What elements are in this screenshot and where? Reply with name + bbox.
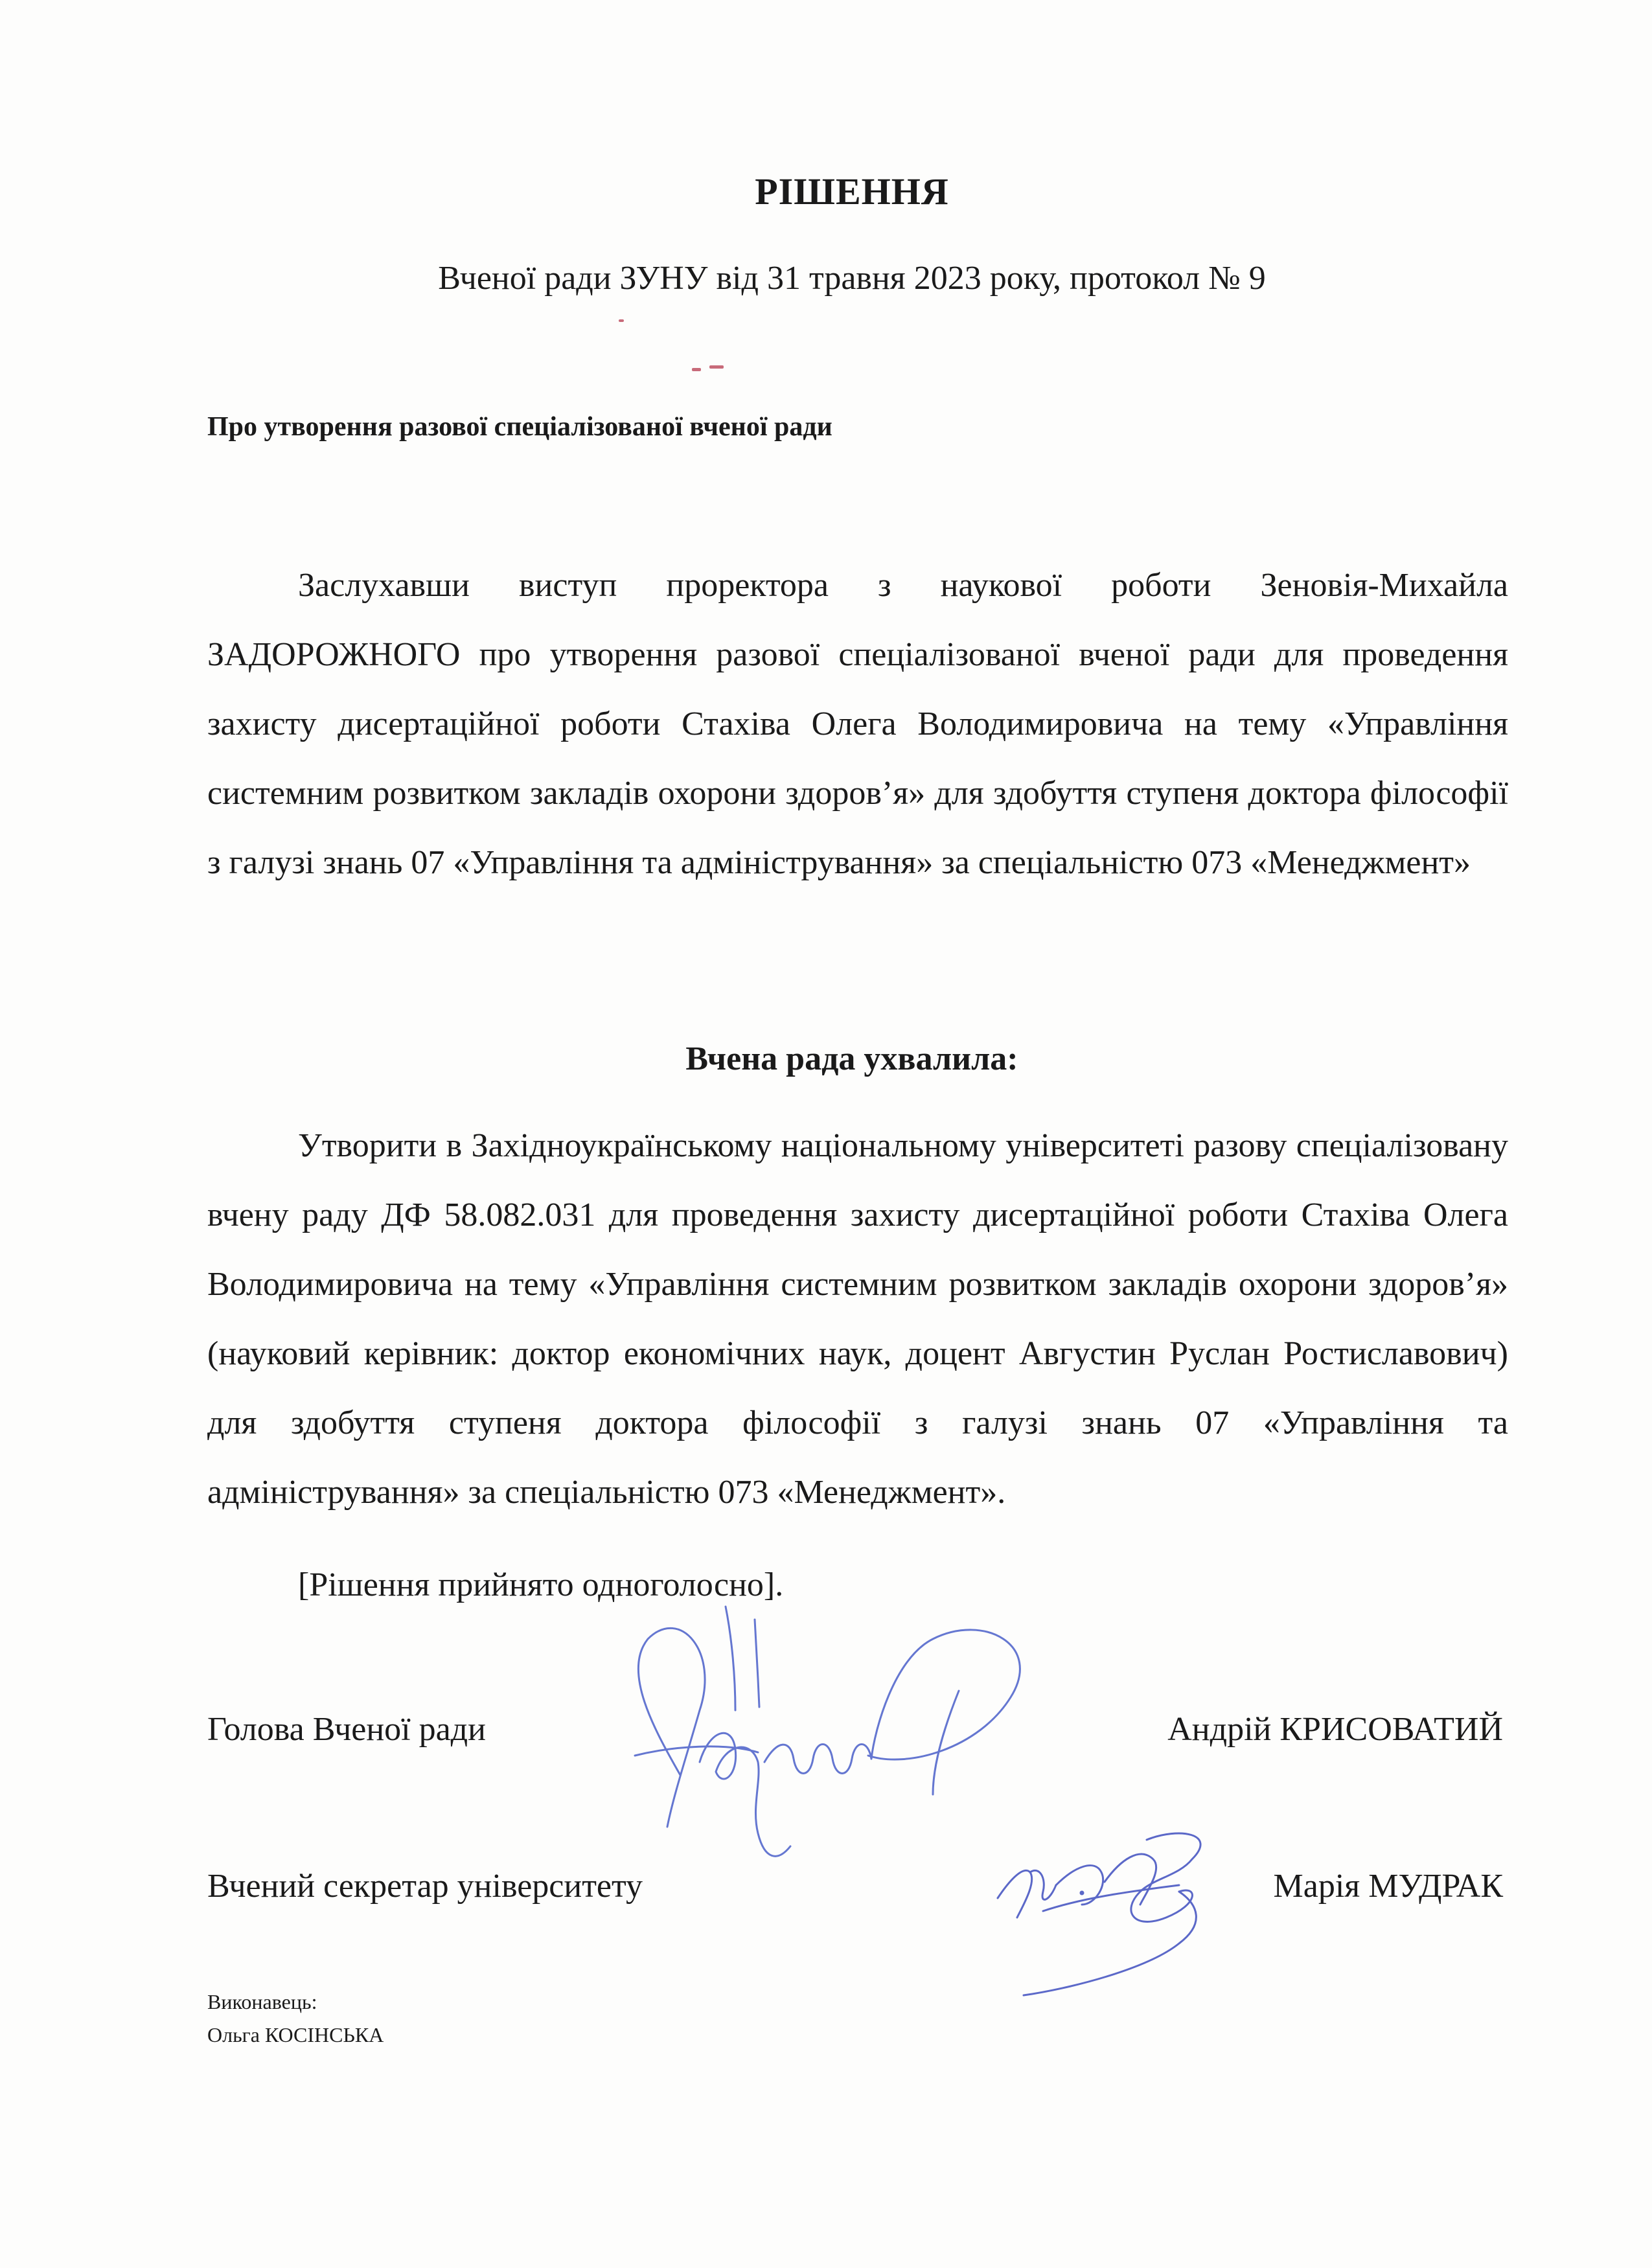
resolved-heading: Вчена рада ухвалила: <box>685 1040 1018 1077</box>
secretary-name: Марія МУДРАК <box>1273 1868 1503 1905</box>
scan-speck <box>619 319 624 322</box>
preamble-paragraph: Заслухавши виступ проректора з наукової роботи Зеновія-Михайла ЗАДОРОЖНОГО про утворення разової спеціалізованої вченої ради для проведення захисту дисертаційної роботи Стахіва Олега Володимировича на тему «Управління системним розвитком закладів охорони здоров’я» для здобуття ступеня доктора філософії з галузі знань 07 «Управління та адміністрування» за спеціальністю 073 «Менеджмент» <box>207 567 1508 881</box>
secretary-signature <box>985 1820 1257 2008</box>
document-title: РІШЕННЯ <box>755 170 949 212</box>
chair-name: Андрій КРИСОВАТИЙ <box>1167 1711 1503 1748</box>
secretary-label: Вчений секретар університету <box>207 1868 643 1905</box>
executor-label: Виконавець: <box>207 1990 317 2013</box>
chair-label: Голова Вченої ради <box>207 1711 486 1748</box>
resolution-paragraph: Утворити в Західноукраїнському національному університеті разову спеціалізовану вчену раду ДФ 58.082.031 для проведення захисту дисертаційної роботи Стахіва Олега Володимировича на тему «Управління системним розвитком закладів охорони здоров’я» (науковий керівник: доктор економічних наук, доцент Августин Руслан Ростиславович) для здобуття ступеня доктора філософії з галузі знань 07 «Управління та адміністрування» за спеціальністю 073 «Менеджмент». <box>207 1127 1508 1511</box>
unanimous-note: [Рішення прийнято одноголосно]. <box>298 1566 784 1603</box>
scan-speck <box>709 365 724 369</box>
document-subtitle: Вченої ради ЗУНУ від 31 травня 2023 року, протокол № 9 <box>438 260 1266 297</box>
executor-name: Ольга КОСІНСЬКА <box>207 2023 384 2046</box>
document-subject: Про утворення разової спеціалізованої вченої ради <box>207 412 832 442</box>
scan-speck <box>692 368 701 371</box>
